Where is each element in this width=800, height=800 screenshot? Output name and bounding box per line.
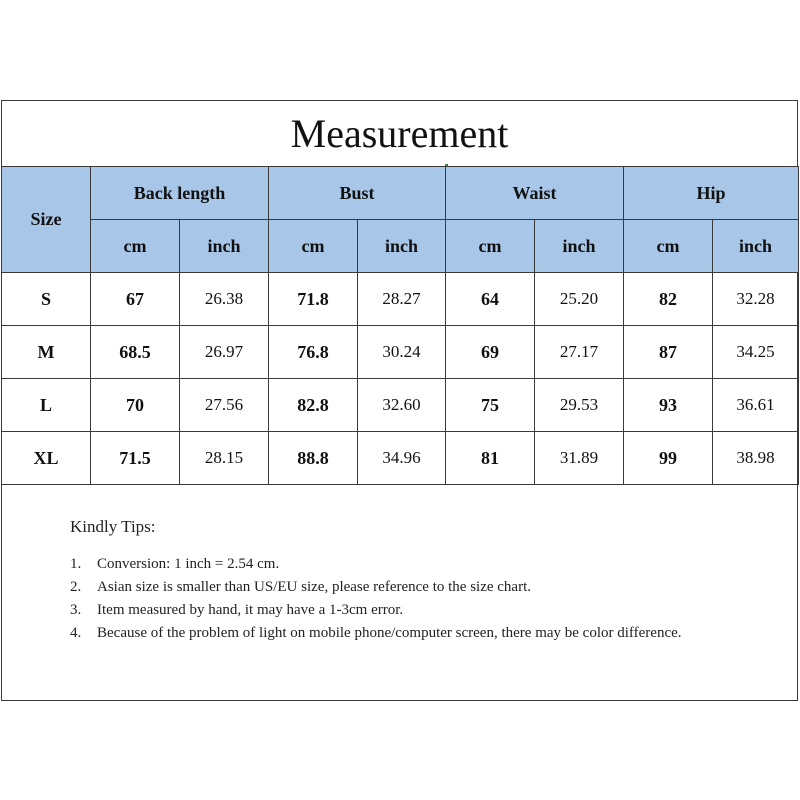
unit-header-cm: cm <box>91 220 180 273</box>
table-header-row-groups <box>2 167 799 220</box>
list-item-text: Asian size is smaller than US/EU size, please reference to the size chart. <box>97 579 531 595</box>
group-header-back-length: Back length <box>91 167 269 220</box>
tips-list <box>70 553 697 645</box>
cm-cell: 88.8 <box>269 432 358 485</box>
group-header-waist: Waist <box>446 167 624 220</box>
table-row <box>2 326 799 379</box>
cm-cell: 70 <box>91 379 180 432</box>
inch-cell: 32.60 <box>358 379 446 432</box>
unit-header-inch: inch <box>535 220 624 273</box>
inch-cell: 25.20 <box>535 273 624 326</box>
inch-cell: 28.27 <box>358 273 446 326</box>
size-cell: S <box>2 273 91 326</box>
kindly-tips <box>70 517 697 645</box>
unit-header-cm: cm <box>446 220 535 273</box>
list-item-number: 1. <box>70 556 82 572</box>
inch-cell: 38.98 <box>713 432 799 485</box>
cm-cell: 69 <box>446 326 535 379</box>
size-cell: M <box>2 326 91 379</box>
inch-cell: 26.97 <box>180 326 269 379</box>
unit-header-inch: inch <box>180 220 269 273</box>
inch-cell: 30.24 <box>358 326 446 379</box>
list-item-text: Because of the problem of light on mobile phone/computer screen, there may be color difference. <box>97 625 682 641</box>
cm-cell: 82.8 <box>269 379 358 432</box>
table-row <box>2 273 799 326</box>
list-item <box>70 622 697 645</box>
inch-cell: 34.25 <box>713 326 799 379</box>
size-cell: L <box>2 379 91 432</box>
inch-cell: 34.96 <box>358 432 446 485</box>
unit-header-inch: inch <box>713 220 799 273</box>
cm-cell: 64 <box>446 273 535 326</box>
cm-cell: 87 <box>624 326 713 379</box>
inch-cell: 28.15 <box>180 432 269 485</box>
cm-cell: 68.5 <box>91 326 180 379</box>
inch-cell: 27.17 <box>535 326 624 379</box>
list-item-text: Item measured by hand, it may have a 1-3cm error. <box>97 602 404 618</box>
inch-cell: 32.28 <box>713 273 799 326</box>
cm-cell: 75 <box>446 379 535 432</box>
list-item <box>70 553 697 576</box>
cm-cell: 93 <box>624 379 713 432</box>
cm-cell: 76.8 <box>269 326 358 379</box>
group-header-hip: Hip <box>624 167 799 220</box>
inch-cell: 26.38 <box>180 273 269 326</box>
unit-header-inch: inch <box>358 220 446 273</box>
list-item <box>70 576 697 599</box>
inch-cell: 31.89 <box>535 432 624 485</box>
cm-cell: 82 <box>624 273 713 326</box>
size-column-header: Size <box>2 167 91 273</box>
table-header-row-units <box>2 220 799 273</box>
cm-cell: 67 <box>91 273 180 326</box>
inch-cell: 36.61 <box>713 379 799 432</box>
table-row <box>2 379 799 432</box>
list-item-number: 2. <box>70 579 82 595</box>
measurement-card <box>1 100 798 701</box>
cm-cell: 81 <box>446 432 535 485</box>
unit-header-cm: cm <box>269 220 358 273</box>
list-item-number: 3. <box>70 602 82 618</box>
size-cell: XL <box>2 432 91 485</box>
cm-cell: 71.5 <box>91 432 180 485</box>
inch-cell: 29.53 <box>535 379 624 432</box>
list-item <box>70 599 697 622</box>
cm-cell: 71.8 <box>269 273 358 326</box>
group-header-bust: Bust <box>269 167 446 220</box>
size-chart-table <box>1 166 799 485</box>
tips-title: Kindly Tips: <box>70 517 156 536</box>
unit-header-cm: cm <box>624 220 713 273</box>
list-item-number: 4. <box>70 625 82 641</box>
table-row <box>2 432 799 485</box>
inch-cell: 27.56 <box>180 379 269 432</box>
cm-cell: 99 <box>624 432 713 485</box>
list-item-text: Conversion: 1 inch = 2.54 cm. <box>97 556 280 572</box>
page-title: Measurement <box>290 111 509 156</box>
